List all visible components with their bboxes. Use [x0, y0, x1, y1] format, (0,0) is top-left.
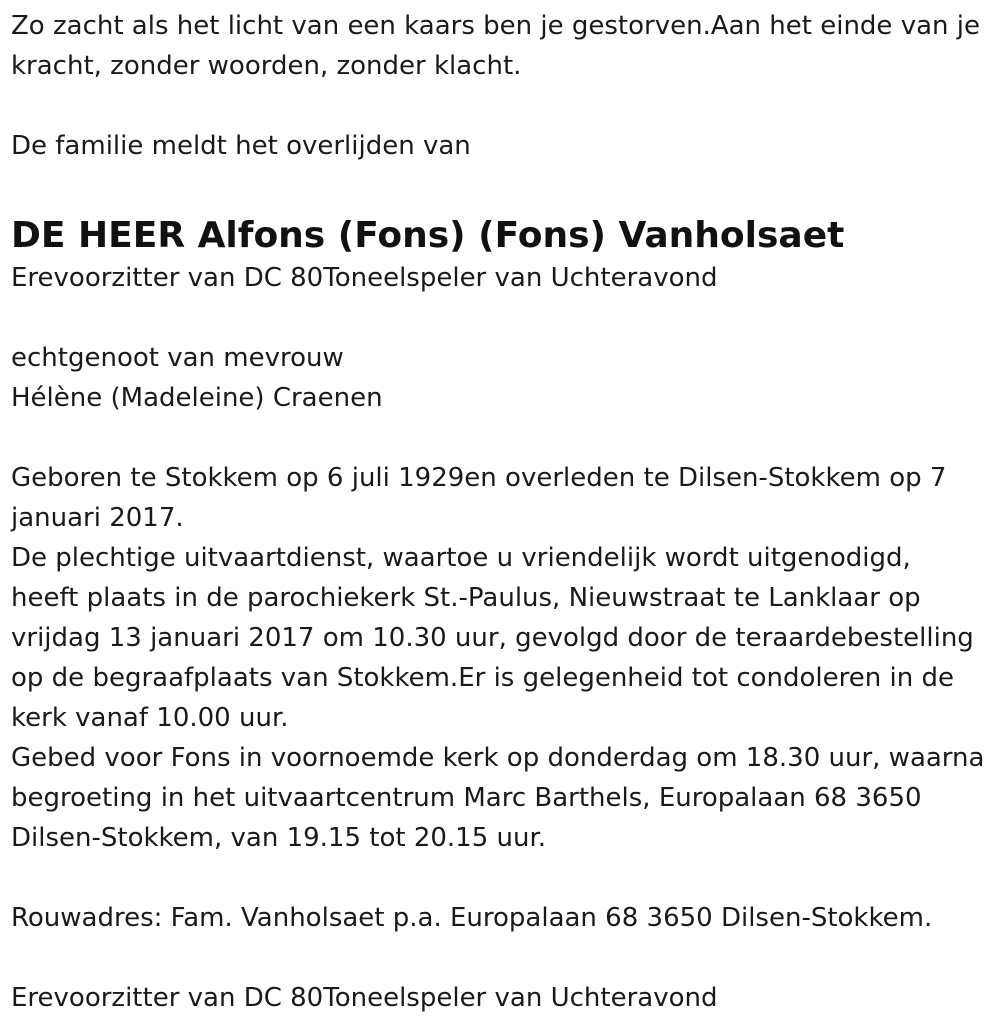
spacer	[11, 86, 985, 126]
funeral-details: De plechtige uitvaartdienst, waartoe u vriendelijk wordt uitgenodigd, heeft plaats in de parochiekerk St.-Paulus, Nieuwstraat te Lanklaar op vrijdag 13 januari 2017 om 10.30 uur, gevolgd door de teraardebestelling op de begraafplaats van Stokkem.Er is gelegenheid tot condoleren in de kerk vanaf 10.00 uur.	[11, 543, 974, 733]
mourning-address: Rouwadres: Fam. Vanholsaet p.a. Europalaan 68 3650 Dilsen-Stokkem.	[11, 903, 933, 933]
closing-titles: Erevoorzitter van DC 80Toneelspeler van Uchteravond	[11, 983, 718, 1013]
spacer	[11, 166, 985, 206]
deceased-titles: Erevoorzitter van DC 80Toneelspeler van Uchteravond	[11, 263, 718, 293]
opening-poem: Zo zacht als het licht van een kaars ben je gestorven.Aan het einde van je kracht, zonder woorden, zonder klacht.	[11, 11, 980, 81]
spacer	[11, 858, 985, 898]
spacer	[11, 418, 985, 458]
spouse-relation: echtgenoot van mevrouw	[11, 343, 344, 373]
prayer-details: Gebed voor Fons in voornoemde kerk op donderdag om 18.30 uur, waarna begroeting in het uitvaartcentrum Marc Barthels, Europalaan 68 3650 Dilsen-Stokkem, van 19.15 tot 20.15 uur.	[11, 743, 985, 853]
spacer	[11, 938, 985, 978]
announcement-text: De familie meldt het overlijden van	[11, 131, 471, 161]
spouse-name: Hélène (Madeleine) Craenen	[11, 383, 383, 413]
spacer	[11, 298, 985, 338]
life-dates: Geboren te Stokkem op 6 juli 1929en overleden te Dilsen-Stokkem op 7 januari 2017.	[11, 463, 947, 533]
deceased-name: DE HEER Alfons (Fons) (Fons) Vanholsaet	[11, 215, 845, 256]
